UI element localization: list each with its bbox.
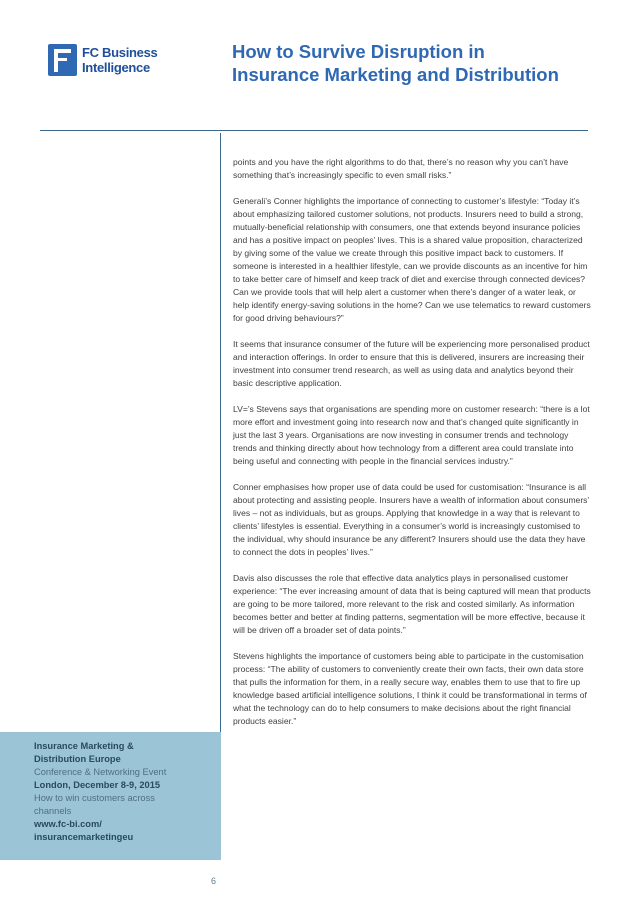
event-date-location: London, December 8-9, 2015 [34,780,161,790]
page-title [232,40,612,86]
logo-wordmark [82,45,157,75]
event-url-link[interactable]: www.fc-bi.com/ [34,819,102,829]
paragraph: Generali’s Conner highlights the importance of connecting to customer’s lifestyle: “Today it’s about emphasizing tailored customer solutions, not products. Insurers need to build a strong, mutually-beneficial relationship with consumers, one that extends beyond insurance policies and has a positive impact on peoples’ lives. This is a shared value proposition, characterized by giving some of the value we create through this positive impact back to customers. If someone is interested in a healthier lifestyle, can we provide discounts as an incentive for him to take better care of himself and keep track of diet and exercise through connected devices? Can we provide tools that will help alert a customer when there’s danger of a water leak, or help identify energy-saving solutions in the home? Can we use telematics to reward customers for good driving behaviours?” [233,196,591,323]
logo-line-2: Intelligence [82,60,150,75]
paragraph: It seems that insurance consumer of the future will be experiencing more personalised product and interaction offerings. In order to ensure that this is delivered, insurers are increasing their investment into consumer trend research, as well as using data and analytics beyond their basic descriptive application. [233,339,590,388]
event-tagline-line-2: channels [34,806,72,816]
paragraph: Davis also discusses the role that effective data analytics plays in personalised customer experience: “The ever increasing amount of data that is being captured will mean that products are going to be more tailored, more relevant to the risk and costed similarly. As information becomes better and better at finding patterns, segmentation will be more effective, because it will be driven off a broader set of data points.” [233,573,591,635]
title-line-2: Insurance Marketing and Distribution [232,64,559,85]
fc-logo-icon [48,44,77,76]
event-url-link-cont[interactable]: insurancemarketingeu [34,832,134,842]
paragraph: LV=’s Stevens says that organisations are spending more on customer research: “there is a lot more effort and investment going into research now and that’s changed quite significantly in just the last 3 years. Organisations are now investing in consumer trends and technology trends and thinking directly about how technology from a different area could translate into being useful and connecting with people in the financial services industry.” [233,404,590,466]
event-name-line-2: Distribution Europe [34,754,121,764]
paragraph: points and you have the right algorithms to do that, there’s no reason why you can’t have something that’s increasingly specific to even small risks.” [233,157,569,180]
title-line-1: How to Survive Disruption in [232,41,485,62]
event-type: Conference & Networking Event [34,767,167,777]
article-body [233,156,591,741]
paragraph: Conner emphasises how proper use of data could be used for customisation: “Insurance is all about protecting and assisting people. Insurers have a wealth of information about consumers’ lives – not as individuals, but as groups. Applying that knowledge in a way that is relevant to clients’ lifestyles is essential. Everything in a consumer’s world is increasingly customised to the individual, why should insurance be any different? Insurers should use the data they have to connect the dots in peoples’ lives.” [233,482,590,557]
fc-business-intelligence-logo [48,44,158,78]
page-number: 6 [211,876,217,886]
logo-line-1: FC Business [82,45,158,60]
event-tagline-line-1: How to win customers across [34,793,155,803]
paragraph: Stevens highlights the importance of customers being able to participate in the customisation process: “The ability of customers to conveniently create their own facts, their own data store that pulls the information for them, in a really secure way, enables them to use that to fire up knowledge based artificial intelligence solutions, I think it could be transformational in terms of what the technology can do to help consumers to make decisions about the right financial products easier.” [233,651,587,726]
event-info-box [0,732,221,860]
event-name-line-1: Insurance Marketing & [34,741,134,751]
header-divider [40,130,588,131]
